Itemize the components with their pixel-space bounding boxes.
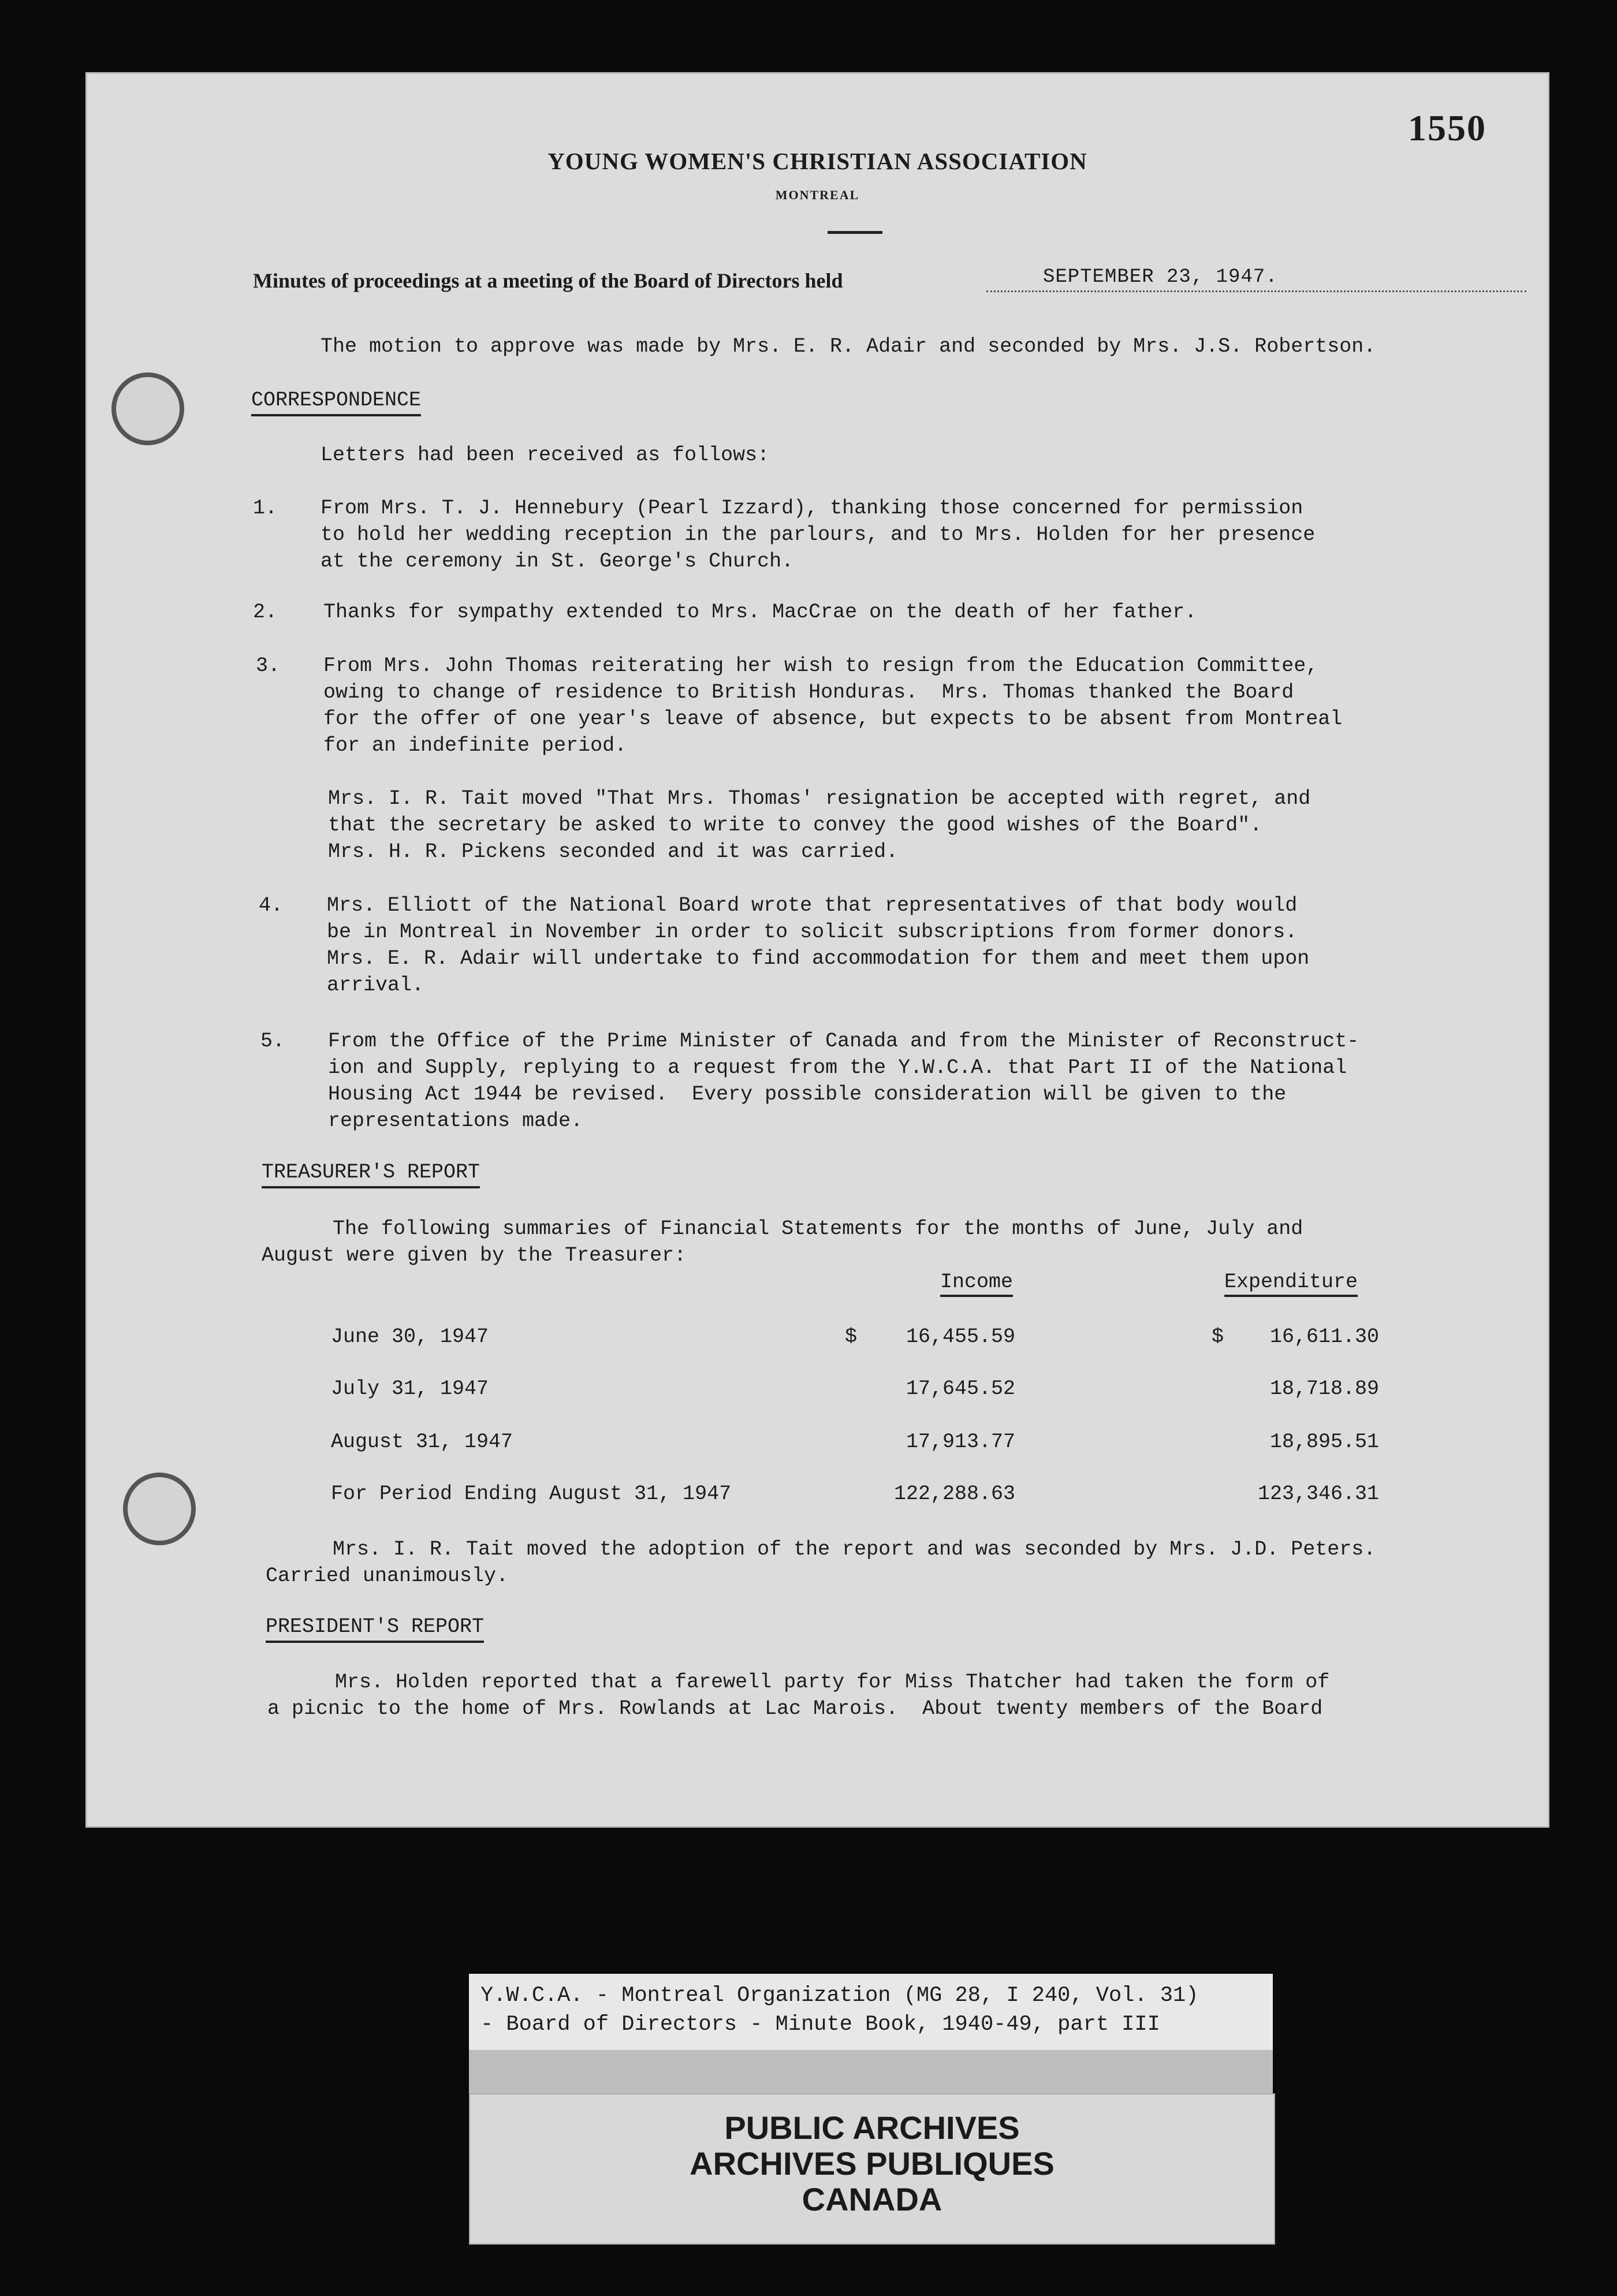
date-fill-line (986, 290, 1526, 292)
item-number: 3. (256, 654, 281, 677)
expenditure-cell: 123,346.31 (1257, 1482, 1379, 1505)
binder-hole (123, 1473, 196, 1545)
item-line: for an indefinite period. (323, 734, 627, 757)
stamp-line: ARCHIVES PUBLIQUES (690, 2145, 1055, 2182)
item-line: arrival. (327, 974, 424, 997)
treasurer-motion: Mrs. I. R. Tait moved the adoption of the report and was seconded by Mrs. J.D. Peters. (333, 1538, 1376, 1561)
currency-symbol: $ (1212, 1325, 1224, 1348)
item-line: From the Office of the Prime Minister of Canada and from the Minister of Reconstruct- (328, 1030, 1359, 1053)
income-column-header: Income (940, 1270, 1013, 1297)
item-number: 2. (253, 601, 278, 624)
archive-reference-label (469, 1974, 1273, 2050)
item-line: From Mrs. T. J. Hennebury (Pearl Izzard), thanking those concerned for permission (321, 497, 1303, 520)
item-line: Mrs. Elliott of the National Board wrote that representatives of that body would (327, 894, 1298, 917)
label-divider (469, 2050, 1273, 2093)
income-cell: 122,288.63 (893, 1482, 1015, 1505)
income-cell: 17,645.52 (906, 1377, 1015, 1400)
president-text: a picnic to the home of Mrs. Rowlands at Lac Marois. About twenty members of the Board (267, 1697, 1323, 1720)
item-line: be in Montreal in November in order to solicit subscriptions from former donors. (327, 920, 1298, 944)
period-cell: August 31, 1947 (331, 1430, 513, 1453)
organization-title: YOUNG WOMEN'S CHRISTIAN ASSOCIATION (547, 148, 1087, 174)
period-cell: June 30, 1947 (331, 1325, 489, 1348)
archive-reference-line: Y.W.C.A. - Montreal Organization (MG 28, I 240, Vol. 31) (480, 1984, 1199, 2008)
item-line: Mrs. E. R. Adair will undertake to find accommodation for them and meet them upon (327, 947, 1310, 970)
item-line: owing to change of residence to British Honduras. Mrs. Thomas thanked the Board (323, 681, 1294, 704)
item-line: From Mrs. John Thomas reiterating her wish to resign from the Education Committee, (323, 654, 1318, 677)
period-cell: For Period Ending August 31, 1947 (331, 1482, 732, 1505)
header-divider (828, 231, 882, 234)
item-line: to hold her wedding reception in the parlours, and to Mrs. Holden for her presence (321, 523, 1316, 546)
intro-paragraph: The motion to approve was made by Mrs. E. R. Adair and seconded by Mrs. J.S. Robertson. (321, 335, 1376, 358)
expenditure-cell: 18,895.51 (1269, 1430, 1379, 1453)
item-line: Thanks for sympathy extended to Mrs. MacCrae on the death of her father. (323, 601, 1197, 624)
item-line: Mrs. I. R. Tait moved "That Mrs. Thomas' resignation be accepted with regret, and (328, 787, 1311, 810)
treasurer-text: The following summaries of Financial Statements for the months of June, July and (333, 1217, 1303, 1240)
item-number: 5. (260, 1030, 285, 1053)
president-heading: PRESIDENT'S REPORT (266, 1615, 484, 1643)
archive-reference-line: - Board of Directors - Minute Book, 1940-49, part III (480, 2012, 1160, 2037)
item-number: 1. (253, 497, 278, 520)
income-cell: 16,455.59 (906, 1325, 1015, 1348)
correspondence-lead: Letters had been received as follows: (321, 443, 770, 467)
item-line: representations made. (328, 1109, 583, 1132)
treasurer-heading: TREASURER'S REPORT (262, 1161, 480, 1188)
item-number: 4. (259, 894, 284, 917)
stamp-line: PUBLIC ARCHIVES (724, 2109, 1020, 2146)
organization-city: MONTREAL (775, 188, 860, 202)
expenditure-cell: 16,611.30 (1269, 1325, 1379, 1348)
item-line: for the offer of one year's leave of absence, but expects to be absent from Montreal (323, 707, 1343, 730)
binder-hole (111, 372, 184, 445)
document-page (85, 72, 1549, 1828)
expenditure-cell: 18,718.89 (1269, 1377, 1379, 1400)
item-line: Housing Act 1944 be revised. Every possible consideration will be given to the (328, 1083, 1287, 1106)
treasurer-text: August were given by the Treasurer: (262, 1244, 687, 1267)
period-cell: July 31, 1947 (331, 1377, 489, 1400)
correspondence-heading: CORRESPONDENCE (251, 389, 421, 416)
item-line: ion and Supply, replying to a request from the Y.W.C.A. that Part II of the National (328, 1056, 1347, 1079)
archives-stamp (469, 2093, 1275, 2245)
stamp-line: CANADA (802, 2181, 942, 2217)
page-number: 1550 (1408, 107, 1486, 148)
currency-symbol: $ (845, 1325, 858, 1348)
expenditure-column-header: Expenditure (1224, 1270, 1358, 1297)
income-cell: 17,913.77 (906, 1430, 1015, 1453)
item-line: at the ceremony in St. George's Church. (321, 550, 794, 573)
minutes-label: Minutes of proceedings at a meeting of the Board of Directors held (253, 269, 843, 292)
meeting-date: SEPTEMBER 23, 1947. (1043, 266, 1278, 288)
treasurer-motion: Carried unanimously. (266, 1564, 509, 1587)
president-text: Mrs. Holden reported that a farewell party for Miss Thatcher had taken the form of (335, 1671, 1330, 1694)
item-line: Mrs. H. R. Pickens seconded and it was carried. (328, 840, 899, 863)
item-line: that the secretary be asked to write to convey the good wishes of the Board". (328, 814, 1262, 837)
